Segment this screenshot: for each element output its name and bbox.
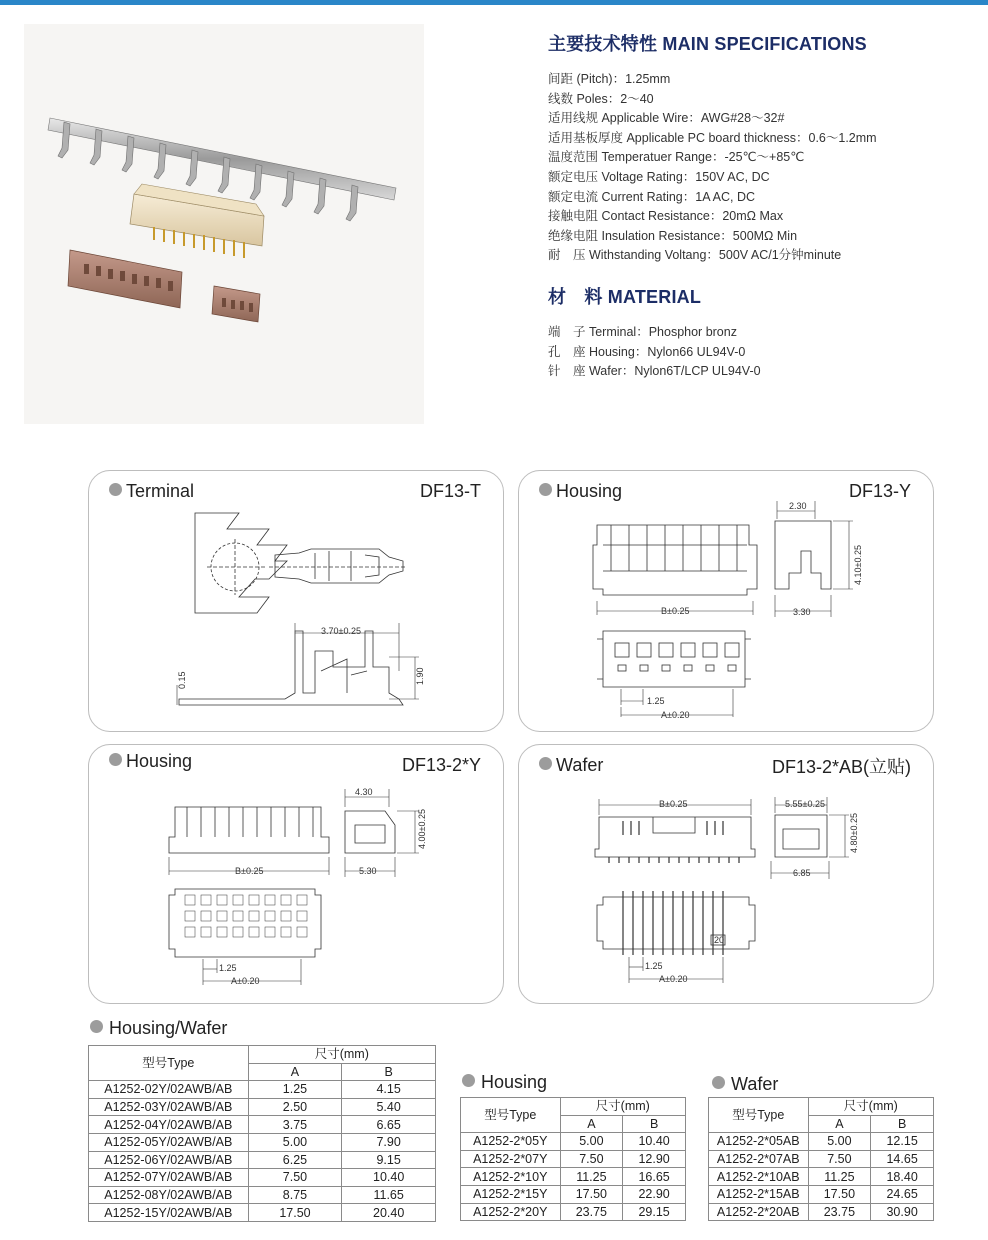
table-row — [709, 1168, 934, 1186]
cell-type: A1252-2*07AB — [709, 1150, 809, 1168]
dim-housing-2y-a: A±0.20 — [231, 976, 260, 986]
header-col-b: B — [623, 1115, 686, 1133]
cell-a: 2.50 — [248, 1098, 342, 1116]
dim-housing-y-width: 2.30 — [789, 501, 807, 511]
product-photo-drawing — [24, 24, 424, 424]
spec-item: 适用基板厚度 Applicable PC board thickness：0.6～1.2mm — [548, 130, 877, 145]
dim-housing-y-b: B±0.25 — [661, 606, 690, 616]
material-item: 针 座 Wafer：Nylon6T/LCP UL94V-0 — [548, 364, 761, 379]
table-row — [461, 1168, 686, 1186]
panel-housing-y-label: Housing — [539, 481, 622, 502]
cell-type: A1252-2*15AB — [709, 1185, 809, 1203]
panel-housing-2y-model: DF13-2*Y — [401, 755, 481, 775]
cell-type: A1252-2*20Y — [461, 1203, 561, 1221]
cell-b: 20.40 — [342, 1204, 436, 1222]
dim-terminal-thickness: 0.15 — [177, 671, 187, 689]
panel-wafer — [518, 744, 934, 1004]
spec-item: 额定电流 Current Rating：1A AC, DC — [548, 189, 756, 204]
cell-type: A1252-2*10Y — [461, 1168, 561, 1186]
table-row — [89, 1081, 436, 1099]
table-row — [89, 1186, 436, 1204]
cell-type: A1252-2*07Y — [461, 1150, 561, 1168]
cell-a: 23.75 — [560, 1203, 623, 1221]
table-row — [89, 1169, 436, 1187]
panel-terminal — [88, 470, 504, 732]
cell-b: 10.40 — [342, 1169, 436, 1187]
cell-a: 8.75 — [248, 1186, 342, 1204]
header-col-a: A — [248, 1063, 342, 1081]
table-row — [89, 1204, 436, 1222]
cell-b: 18.40 — [871, 1168, 934, 1186]
cell-a: 17.50 — [808, 1185, 871, 1203]
table-row — [461, 1133, 686, 1151]
material-list — [548, 323, 968, 382]
panel-terminal-model: DF13-T — [419, 481, 481, 501]
table-row — [461, 1185, 686, 1203]
cell-b: 24.65 — [871, 1185, 934, 1203]
cell-type: A1252-2*20AB — [709, 1203, 809, 1221]
cell-type: A1252-05Y/02AWB/AB — [89, 1133, 249, 1151]
table-housing-wafer-title: Housing/Wafer — [90, 1018, 227, 1039]
cell-b: 14.65 — [871, 1150, 934, 1168]
cell-b: 11.65 — [342, 1186, 436, 1204]
product-photo — [24, 24, 424, 424]
cell-b: 6.65 — [342, 1116, 436, 1134]
table-row — [709, 1185, 934, 1203]
cell-a: 5.00 — [808, 1133, 871, 1151]
cell-a: 5.00 — [248, 1133, 342, 1151]
dim-wafer-b: B±0.25 — [659, 799, 688, 809]
dim-housing-2y-pitch: 1.25 — [219, 963, 237, 973]
dim-housing-y-pitch: 1.25 — [647, 696, 665, 706]
table-row — [709, 1133, 934, 1151]
cell-b: 16.65 — [623, 1168, 686, 1186]
table-body — [709, 1133, 934, 1221]
spec-item: 额定电压 Voltage Rating：150V AC, DC — [548, 169, 770, 184]
cell-type: A1252-2*05AB — [709, 1133, 809, 1151]
table-body — [461, 1133, 686, 1221]
header-type: 型号Type — [709, 1098, 809, 1133]
table-wafer-title: Wafer — [712, 1074, 778, 1095]
spec-item: 适用线规 Applicable Wire：AWG#28～32# — [548, 111, 785, 126]
cell-type: A1252-03Y/02AWB/AB — [89, 1098, 249, 1116]
cell-type: A1252-2*05Y — [461, 1133, 561, 1151]
spec-item: 接触电阻 Contact Resistance：20mΩ Max — [548, 209, 784, 224]
material-item: 端 子 Terminal：Phosphor bronz — [548, 324, 737, 339]
header-col-b: B — [342, 1063, 436, 1081]
dim-housing-2y-b: B±0.25 — [235, 866, 264, 876]
panel-housing-2y-label: Housing — [109, 751, 192, 772]
cell-type: A1252-2*15Y — [461, 1185, 561, 1203]
table-housing — [460, 1097, 686, 1221]
header-size: 尺寸(mm) — [248, 1046, 435, 1064]
header-col-b: B — [871, 1115, 934, 1133]
cell-b: 9.15 — [342, 1151, 436, 1169]
cell-a: 17.50 — [248, 1204, 342, 1222]
material-title: 材 料 MATERIAL — [548, 286, 702, 307]
cell-b: 7.90 — [342, 1133, 436, 1151]
dim-housing-2y-width: 4.30 — [355, 787, 373, 797]
main-specs-title: 主要技术特性 MAIN SPECIFICATIONS — [548, 34, 867, 54]
table-housing-title: Housing — [462, 1072, 547, 1093]
panel-wafer-model: DF13-2*AB(立贴) — [771, 757, 911, 777]
spec-item: 间距 (Pitch)：1.25mm — [548, 72, 671, 86]
cell-a: 11.25 — [808, 1168, 871, 1186]
terminal-drawing — [89, 471, 503, 731]
cell-a: 3.75 — [248, 1116, 342, 1134]
bullet-icon — [712, 1076, 725, 1089]
table-row — [89, 1116, 436, 1134]
spec-item: 温度范围 Temperatuer Range：-25℃～+85℃ — [548, 150, 805, 165]
bullet-icon — [90, 1020, 103, 1033]
dim-wafer-pitch: 1.25 — [645, 961, 663, 971]
dim-wafer-a: A±0.20 — [659, 974, 688, 984]
header-size: 尺寸(mm) — [560, 1098, 686, 1116]
header-type: 型号Type — [89, 1046, 249, 1081]
table-row — [461, 1203, 686, 1221]
panel-wafer-label: Wafer — [539, 755, 603, 776]
spec-item: 线数 Poles：2～40 — [548, 91, 654, 106]
table-body — [89, 1081, 436, 1222]
cell-type: A1252-06Y/02AWB/AB — [89, 1151, 249, 1169]
header-size: 尺寸(mm) — [808, 1098, 933, 1116]
cell-a: 7.50 — [248, 1169, 342, 1187]
panel-housing-y — [518, 470, 934, 732]
spec-item: 绝缘电阻 Insulation Resistance：500MΩ Min — [548, 228, 798, 243]
header-col-a: A — [808, 1115, 871, 1133]
cell-type: A1252-07Y/02AWB/AB — [89, 1169, 249, 1187]
dim-terminal-length: 3.70±0.25 — [321, 626, 361, 636]
cell-a: 7.50 — [808, 1150, 871, 1168]
cell-a: 1.25 — [248, 1081, 342, 1099]
bullet-icon — [462, 1074, 475, 1087]
cell-type: A1252-04Y/02AWB/AB — [89, 1116, 249, 1134]
cell-type: A1252-02Y/02AWB/AB — [89, 1081, 249, 1099]
table-row — [461, 1150, 686, 1168]
spec-item: 耐 压 Withstanding Voltang：500V AC/1分钟minute — [548, 248, 842, 263]
panel-housing-2y — [88, 744, 504, 1004]
cell-a: 17.50 — [560, 1185, 623, 1203]
cell-b: 4.15 — [342, 1081, 436, 1099]
cell-b: 12.15 — [871, 1133, 934, 1151]
cell-a: 6.25 — [248, 1151, 342, 1169]
cell-a: 7.50 — [560, 1150, 623, 1168]
dim-housing-y-a: A±0.20 — [661, 710, 690, 720]
table-row — [89, 1133, 436, 1151]
main-specs-list — [548, 70, 968, 266]
dim-wafer-pin-count: 20 — [714, 935, 725, 945]
cell-type: A1252-15Y/02AWB/AB — [89, 1204, 249, 1222]
dim-wafer-depth: 6.85 — [793, 868, 811, 878]
wafer-drawing — [519, 745, 933, 1003]
cell-type: A1252-08Y/02AWB/AB — [89, 1186, 249, 1204]
top-accent-bar — [0, 0, 988, 5]
cell-b: 22.90 — [623, 1185, 686, 1203]
dim-wafer-width: 5.55±0.25 — [785, 799, 825, 809]
dim-housing-y-height: 4.10±0.25 — [853, 545, 863, 585]
cell-b: 12.90 — [623, 1150, 686, 1168]
panel-housing-y-model: DF13-Y — [848, 481, 911, 501]
table-row — [89, 1151, 436, 1169]
dim-housing-2y-height: 4.00±0.25 — [417, 809, 427, 849]
cell-a: 5.00 — [560, 1133, 623, 1151]
cell-a: 11.25 — [560, 1168, 623, 1186]
cell-b: 5.40 — [342, 1098, 436, 1116]
table-row — [89, 1098, 436, 1116]
material-item: 孔 座 Housing：Nylon66 UL94V-0 — [548, 344, 746, 359]
panel-terminal-label: Terminal — [109, 481, 194, 502]
table-wafer — [708, 1097, 934, 1221]
header-col-a: A — [560, 1115, 623, 1133]
housing-2y-drawing — [89, 745, 503, 1003]
housing-y-drawing — [519, 471, 933, 731]
header-type: 型号Type — [461, 1098, 561, 1133]
dim-terminal-height: 1.90 — [415, 667, 425, 685]
table-row — [709, 1150, 934, 1168]
dim-housing-2y-depth: 5.30 — [359, 866, 377, 876]
table-housing-wafer — [88, 1045, 436, 1222]
cell-b: 29.15 — [623, 1203, 686, 1221]
cell-b: 30.90 — [871, 1203, 934, 1221]
cell-a: 23.75 — [808, 1203, 871, 1221]
specifications-block — [548, 30, 968, 382]
cell-type: A1252-2*10AB — [709, 1168, 809, 1186]
cell-b: 10.40 — [623, 1133, 686, 1151]
table-row — [709, 1203, 934, 1221]
dim-wafer-height: 4.80±0.25 — [849, 813, 859, 853]
dim-housing-y-depth: 3.30 — [793, 607, 811, 617]
